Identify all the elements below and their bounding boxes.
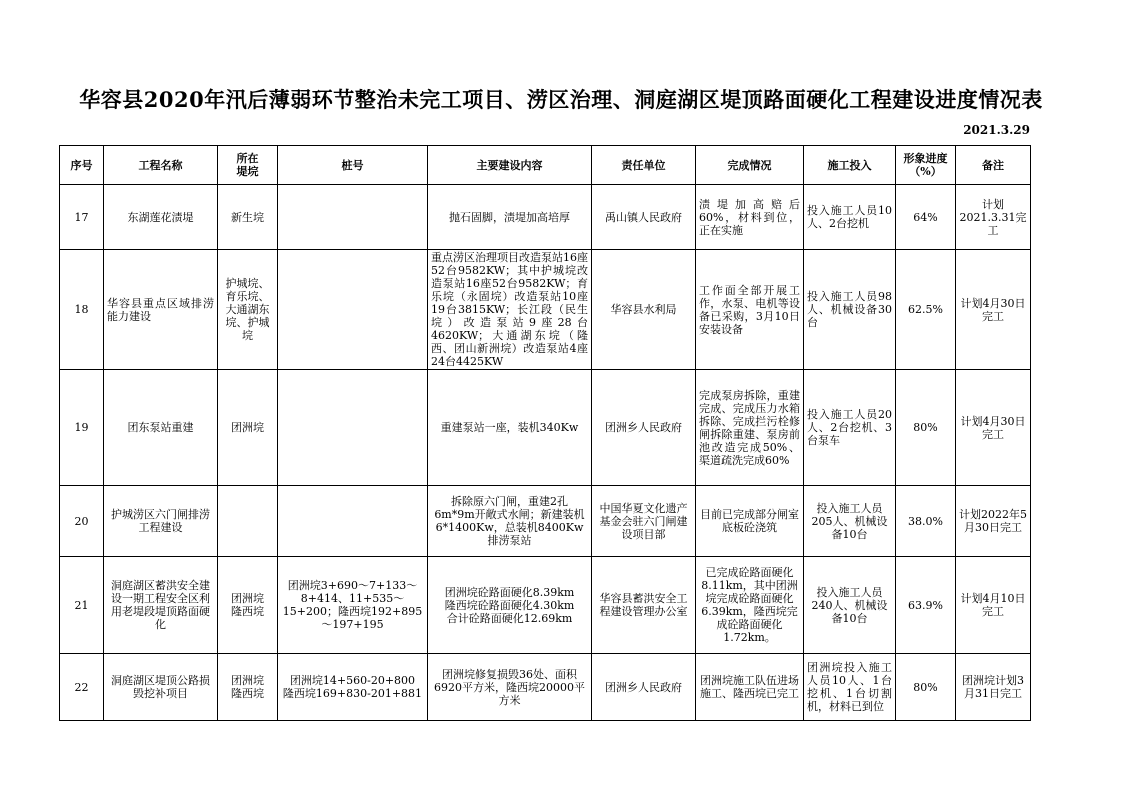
- cell-unit: 中国华夏文化遗产基金会驻六门闸建设项目部: [592, 486, 696, 557]
- cell-input: 投入施工人员98人、机械设备30台: [804, 250, 896, 370]
- cell-name: 华容县重点区域排涝能力建设: [104, 250, 218, 370]
- cell-name: 护城涝区六门闸排涝工程建设: [104, 486, 218, 557]
- table-row: [60, 486, 1031, 557]
- cell-name: 团东泵站重建: [104, 370, 218, 486]
- cell-stake: 团洲垸3+690～7+133～8+414、11+535～15+200；隆西垸192+895～197+195: [278, 557, 428, 654]
- cell-input: 投入施工人员20人、2台挖机、3台泵车: [804, 370, 896, 486]
- cell-content: 重建泵站一座，装机340Kw: [428, 370, 592, 486]
- cell-remark: 计划2021.3.31完工: [956, 185, 1031, 250]
- cell-status: 工作面全部开展工作，水泵、电机等设备已采购，3月10日安装设备: [696, 250, 804, 370]
- cell-dike: 团洲垸 隆西垸: [218, 557, 278, 654]
- cell-status: 已完成砼路面硬化8.11km，其中团洲垸完成砼路面硬化6.39km，隆西垸完成砼路面硬化1.72km。: [696, 557, 804, 654]
- cell-dike: [218, 486, 278, 557]
- cell-progress: 38.0%: [896, 486, 956, 557]
- cell-seq: 20: [60, 486, 104, 557]
- cell-progress: 80%: [896, 654, 956, 721]
- table-header-row: [60, 146, 1031, 185]
- cell-seq: 17: [60, 185, 104, 250]
- cell-name: 洞庭湖区蓄洪安全建设一期工程安全区利用老堤段堤顶路面硬化: [104, 557, 218, 654]
- header-dike: 所在 堤垸: [218, 146, 278, 185]
- cell-input: 投入施工人员10人、2台挖机: [804, 185, 896, 250]
- cell-status: 渍堤加高赔后60%，材料到位，正在实施: [696, 185, 804, 250]
- cell-remark: 计划4月30日完工: [956, 370, 1031, 486]
- cell-name: 东湖莲花渍堤: [104, 185, 218, 250]
- cell-input: 投入施工人员240人、机械设备10台: [804, 557, 896, 654]
- cell-content: 团洲垸修复损毁36处、面积6920平方米，隆西垸20000平方米: [428, 654, 592, 721]
- cell-input: 投入施工人员205人、机械设备10台: [804, 486, 896, 557]
- cell-stake: 团洲垸14+560-20+800 隆西垸169+830-201+881: [278, 654, 428, 721]
- cell-dike: 团洲垸 隆西垸: [218, 654, 278, 721]
- progress-table: [59, 145, 1031, 721]
- cell-remark: 团洲垸计划3月31日完工: [956, 654, 1031, 721]
- cell-content: 拆除原六门闸，重建2孔6m*9m开敞式水闸；新建装机6*1400Kw，总装机8400Kw排涝泵站: [428, 486, 592, 557]
- cell-remark: 计划2022年5月30日完工: [956, 486, 1031, 557]
- cell-content: 抛石固脚，渍堤加高培厚: [428, 185, 592, 250]
- cell-unit: 团洲乡人民政府: [592, 654, 696, 721]
- cell-input: 团洲垸投入施工人员10人、1台挖机、1台切割机，材料已到位: [804, 654, 896, 721]
- cell-dike: 团洲垸: [218, 370, 278, 486]
- cell-remark: 计划4月10日完工: [956, 557, 1031, 654]
- header-unit: 责任单位: [592, 146, 696, 185]
- cell-unit: 团洲乡人民政府: [592, 370, 696, 486]
- report-date: 2021.3.29: [963, 123, 1030, 137]
- cell-dike: 新生垸: [218, 185, 278, 250]
- header-content: 主要建设内容: [428, 146, 592, 185]
- cell-stake: [278, 370, 428, 486]
- cell-status: 目前已完成部分闸室底板砼浇筑: [696, 486, 804, 557]
- table-row: [60, 557, 1031, 654]
- cell-progress: 62.5%: [896, 250, 956, 370]
- header-input: 施工投入: [804, 146, 896, 185]
- cell-stake: [278, 486, 428, 557]
- cell-stake: [278, 185, 428, 250]
- header-stake: 桩号: [278, 146, 428, 185]
- cell-status: 完成泵房拆除，重建完成、完成压力水箱拆除、完成拦污栓修闸拆除重建、泵房前池改造完成50%、渠道疏洗完成60%: [696, 370, 804, 486]
- cell-unit: 禹山镇人民政府: [592, 185, 696, 250]
- header-status: 完成情况: [696, 146, 804, 185]
- cell-dike: 护城垸、育乐垸、大通湖东垸、护城垸: [218, 250, 278, 370]
- cell-status: 团洲垸施工队伍进场施工、隆西垸已完工: [696, 654, 804, 721]
- cell-progress: 80%: [896, 370, 956, 486]
- cell-seq: 21: [60, 557, 104, 654]
- cell-content: 重点涝区治理项目改造泵站16座52台9582KW；其中护城垸改造泵站16座52台9582KW；育乐垸（永固垸）改造泵站10座19台3815KW；长江段（民生垸）改造泵站9座28台4620KW；大通湖东垸（隆西、团山新洲垸）改造泵站4座24台4425KW: [428, 250, 592, 370]
- cell-stake: [278, 250, 428, 370]
- header-seq: 序号: [60, 146, 104, 185]
- header-progress: 形象进度 （%）: [896, 146, 956, 185]
- header-name: 工程名称: [104, 146, 218, 185]
- cell-unit: 华容县蓄洪安全工程建设管理办公室: [592, 557, 696, 654]
- table-row: [60, 185, 1031, 250]
- cell-progress: 64%: [896, 185, 956, 250]
- table-row: [60, 370, 1031, 486]
- cell-seq: 19: [60, 370, 104, 486]
- cell-remark: 计划4月30日完工: [956, 250, 1031, 370]
- table-row: [60, 654, 1031, 721]
- table-row: [60, 250, 1031, 370]
- cell-content: 团洲垸砼路面硬化8.39km 隆西垸砼路面硬化4.30km 合计砼路面硬化12.69km: [428, 557, 592, 654]
- cell-seq: 22: [60, 654, 104, 721]
- cell-progress: 63.9%: [896, 557, 956, 654]
- cell-seq: 18: [60, 250, 104, 370]
- cell-name: 洞庭湖区堤顶公路损毁挖补项目: [104, 654, 218, 721]
- header-remark: 备注: [956, 146, 1031, 185]
- page-title: 华容县2020年汛后薄弱环节整治未完工项目、涝区治理、洞庭湖区堤顶路面硬化工程建设进度情况表: [79, 87, 1043, 112]
- cell-unit: 华容县水利局: [592, 250, 696, 370]
